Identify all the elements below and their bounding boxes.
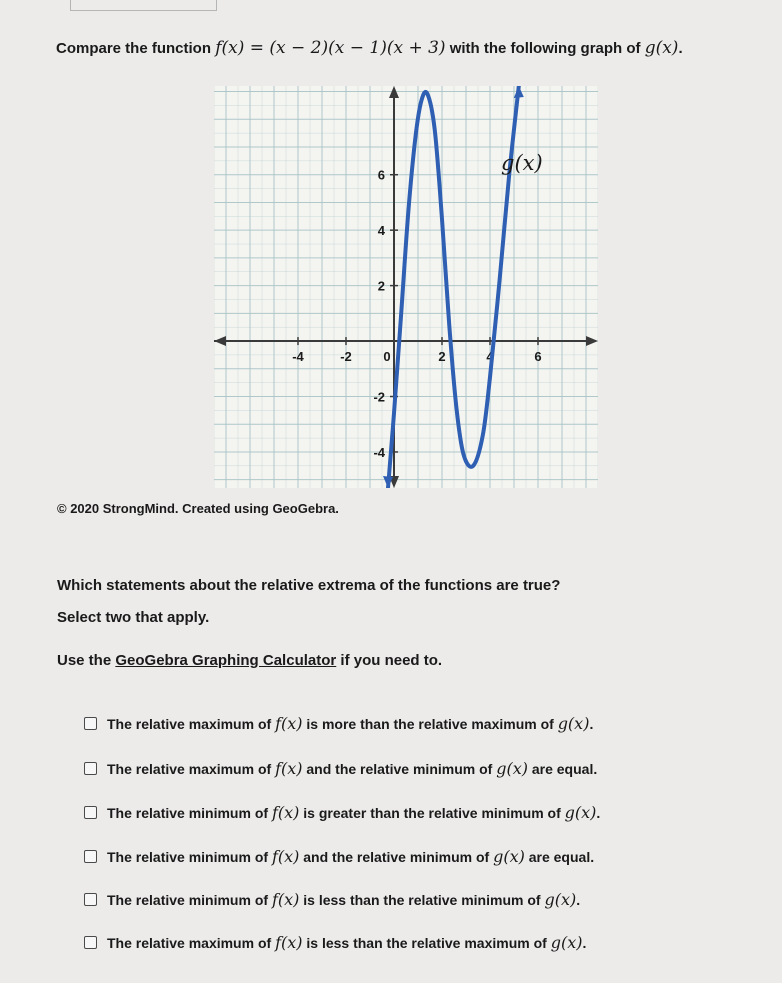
x-tick-label: 2: [438, 349, 446, 365]
option-checkbox[interactable]: [84, 717, 97, 730]
option-post: .: [589, 715, 594, 732]
option-f: f(x): [271, 802, 300, 822]
option-f: f(x): [271, 846, 300, 866]
option-post: .: [576, 891, 581, 908]
answer-option[interactable]: [84, 843, 594, 869]
y-tick-label: -2: [373, 389, 385, 405]
question-suffix: .: [678, 40, 683, 57]
option-pre: The relative minimum of: [107, 848, 269, 865]
x-tick-label: 0: [383, 349, 391, 365]
option-pre: The relative maximum of: [107, 715, 272, 732]
y-tick-label: 2: [377, 278, 385, 294]
option-checkbox[interactable]: [84, 893, 97, 906]
option-pre: The relative minimum of: [107, 891, 269, 908]
option-post: are equal.: [528, 848, 595, 865]
question-middle: with the following graph of: [449, 40, 641, 57]
option-g: g(x): [550, 932, 583, 952]
option-post: .: [596, 804, 601, 821]
option-text: [107, 759, 597, 778]
option-checkbox[interactable]: [84, 806, 97, 819]
answer-option[interactable]: [84, 799, 600, 825]
answer-option[interactable]: [84, 886, 580, 912]
y-tick-label: 4: [377, 223, 385, 239]
option-g: g(x): [496, 758, 528, 778]
option-pre: The relative maximum of: [107, 760, 272, 777]
option-mid: is greater than the relative minimum of: [303, 804, 561, 821]
option-mid: is less than the relative minimum of: [303, 891, 541, 908]
option-mid: is more than the relative maximum of: [306, 715, 554, 732]
option-post: .: [582, 934, 587, 951]
option-pre: The relative maximum of: [107, 934, 272, 951]
g-curve-label: g(x): [501, 151, 543, 175]
x-tick-label: -2: [340, 349, 352, 365]
option-text: [107, 714, 593, 733]
y-tick-label: 6: [377, 167, 385, 183]
option-text: [107, 890, 580, 909]
answer-option[interactable]: [84, 710, 593, 736]
geogebra-calculator-link[interactable]: GeoGebra Graphing Calculator: [115, 652, 337, 669]
option-text: [107, 847, 594, 866]
option-g: g(x): [564, 802, 597, 822]
option-post: are equal.: [531, 760, 598, 777]
prompt-question: Which statements about the relative extrema of the functions are true?: [57, 577, 561, 594]
option-g: g(x): [544, 889, 577, 909]
f-definition: f(x) = (x − 2)(x − 1)(x + 3): [215, 38, 446, 58]
option-checkbox[interactable]: [84, 762, 97, 775]
option-mid: is less than the relative maximum of: [306, 934, 547, 951]
prompt-tool-line: [57, 652, 442, 669]
option-g: g(x): [493, 846, 525, 866]
option-mid: and the relative minimum of: [306, 760, 493, 777]
option-text: [107, 803, 600, 822]
g-name: g(x): [644, 38, 679, 58]
graph-of-g: [214, 86, 598, 488]
option-pre: The relative minimum of: [107, 804, 269, 821]
option-g: g(x): [557, 713, 590, 733]
option-f: f(x): [275, 758, 303, 778]
graph-credit: © 2020 StrongMind. Created using GeoGebra.: [57, 501, 339, 516]
tool-prefix: Use the: [57, 652, 112, 669]
x-tick-label: 6: [534, 349, 542, 365]
y-tick-label: -4: [373, 444, 385, 460]
answer-option[interactable]: [84, 929, 586, 955]
option-text: [107, 933, 586, 952]
option-mid: and the relative minimum of: [303, 848, 490, 865]
option-f: f(x): [271, 889, 300, 909]
option-checkbox[interactable]: [84, 936, 97, 949]
question-prefix: Compare the function: [56, 40, 212, 57]
question-text: [56, 38, 776, 58]
option-checkbox[interactable]: [84, 850, 97, 863]
x-tick-label: 4: [486, 349, 494, 365]
answer-option[interactable]: [84, 755, 597, 781]
x-tick-label: -4: [292, 349, 304, 365]
option-f: f(x): [275, 932, 303, 952]
prompt-instruction: Select two that apply.: [57, 609, 210, 626]
tool-suffix: if you need to.: [340, 652, 443, 669]
option-f: f(x): [275, 713, 303, 733]
top-tab-outline: [70, 0, 217, 11]
